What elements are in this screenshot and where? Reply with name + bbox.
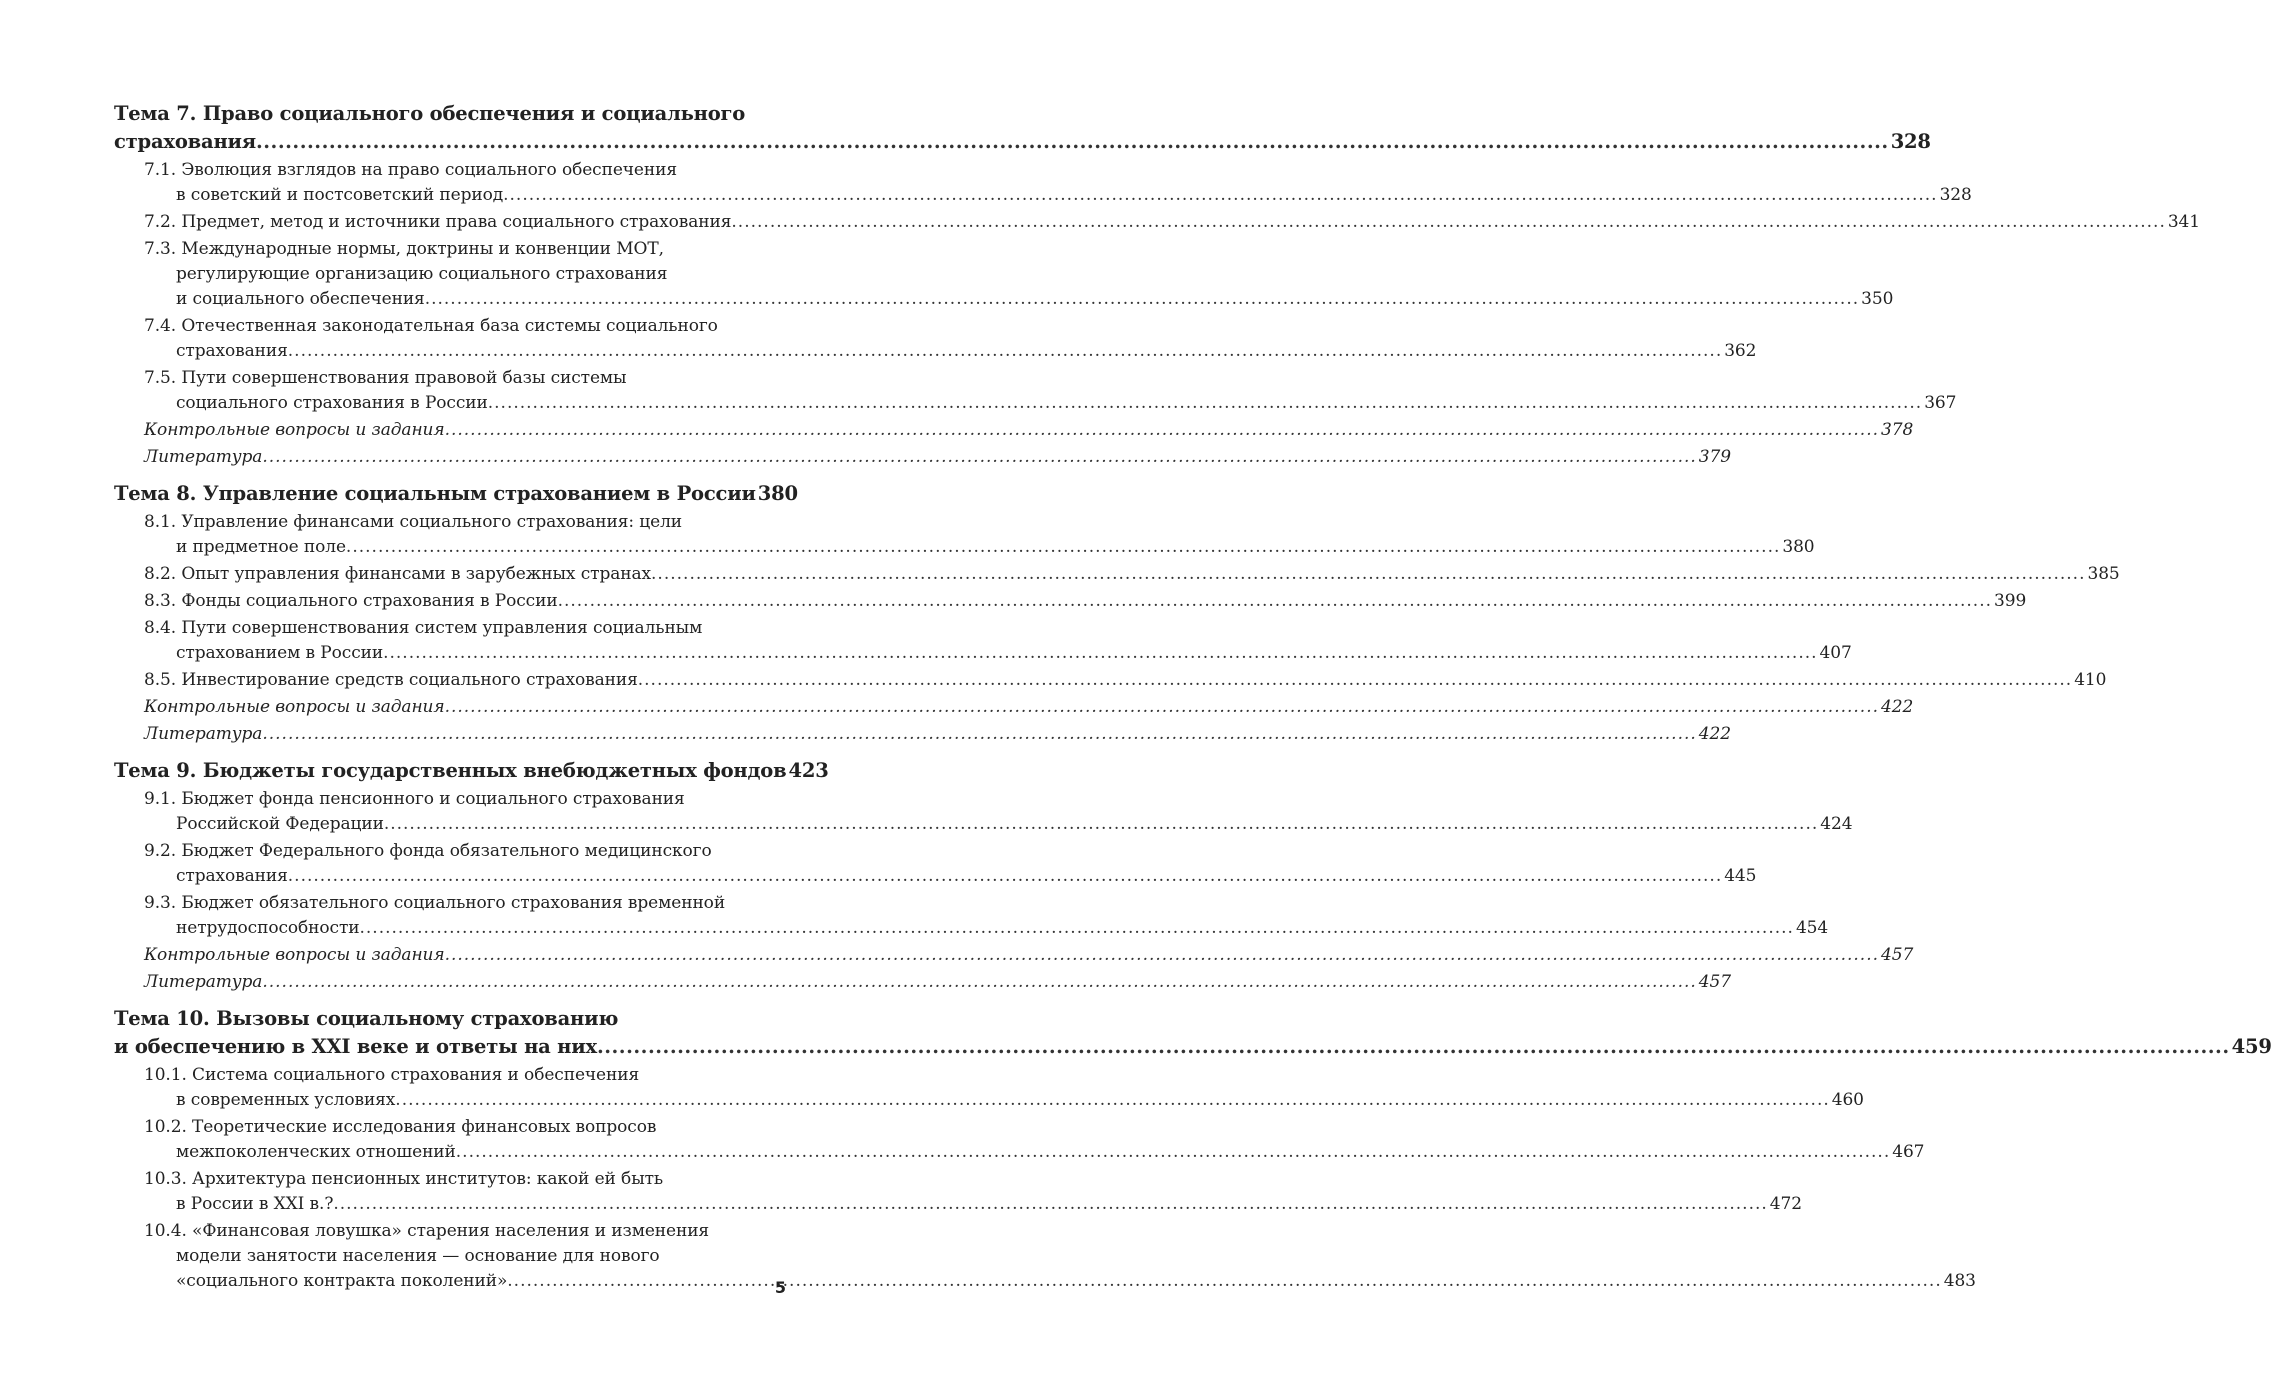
toc-entry-text: 7.1. Эволюция взглядов на право социального обеспечения [144, 160, 677, 180]
dot-leader [445, 695, 1879, 720]
toc-entry-line [114, 1115, 786, 1140]
page-number: 5 [774, 1278, 786, 1297]
toc-entry-text: в современных условиях [176, 1090, 396, 1110]
dot-leader [262, 970, 1696, 995]
toc-topic [114, 1005, 2272, 1294]
toc-entry-page-number: 410 [2074, 670, 2107, 690]
toc-entry-page-number: 379 [1698, 447, 1731, 467]
topic-heading-line [114, 100, 786, 128]
toc-entry-text: Российской Федерации [176, 814, 384, 834]
toc-entry[interactable] [114, 158, 1972, 208]
toc-section-extra[interactable] [114, 943, 1914, 968]
toc-entry-page-number: 385 [2087, 564, 2120, 584]
topic-heading-line [114, 128, 1931, 156]
toc-entry-page-number: 341 [2167, 212, 2200, 232]
toc-entry-page-number: 445 [1724, 866, 1757, 886]
toc-entry[interactable] [114, 1219, 1976, 1294]
toc-entry-text: страхования [176, 866, 288, 886]
toc-entry-text: 8.4. Пути совершенствования систем управления социальным [144, 618, 703, 638]
topic-heading-line [114, 1005, 786, 1033]
dot-leader [445, 418, 1879, 443]
toc-entry-text: межпоколенческих отношений [176, 1142, 456, 1162]
toc-entry[interactable] [114, 616, 1852, 666]
toc-entry-line [114, 787, 786, 812]
dot-leader [488, 391, 1922, 416]
toc-entry-text: 7.5. Пути совершенствования правовой базы системы [144, 368, 627, 388]
toc-entry-page-number: 350 [1861, 289, 1894, 309]
toc-entry-line [114, 812, 1853, 837]
dot-leader [507, 1269, 1941, 1294]
toc-entry-text: 8.3. Фонды социального страхования в России [144, 591, 558, 611]
toc-entry[interactable] [114, 839, 1757, 889]
dot-leader [558, 589, 1992, 614]
toc-entry-text: 7.4. Отечественная законодательная база системы социального [144, 316, 718, 336]
toc-entry[interactable] [114, 1063, 1864, 1113]
toc-entry-line [114, 210, 2200, 235]
dot-leader [288, 864, 1722, 889]
dot-leader [638, 668, 2072, 693]
toc-entry-line [114, 237, 786, 262]
topic-page-number: 380 [757, 482, 798, 505]
toc-section-extra[interactable] [114, 695, 1914, 720]
toc-entry-text: страхования [176, 341, 288, 361]
toc-entry-line [114, 183, 1972, 208]
topic-heading-line [114, 757, 829, 785]
dot-leader [262, 722, 1696, 747]
dot-leader [503, 183, 1937, 208]
dot-leader [288, 339, 1722, 364]
dot-leader [651, 562, 2085, 587]
toc-entry-page-number: 472 [1769, 1194, 1802, 1214]
toc-entry-page-number: 457 [1698, 972, 1731, 992]
topic-page-number: 423 [788, 759, 829, 782]
toc-entry[interactable] [114, 562, 2120, 587]
toc-entry-text: Литература [144, 447, 263, 467]
toc-entry-page-number: 457 [1881, 945, 1914, 965]
toc-entry-page-number: 424 [1820, 814, 1853, 834]
toc-entry-text: 10.2. Теоретические исследования финансовых вопросов [144, 1117, 657, 1137]
toc-entry-line [114, 445, 1731, 470]
toc-entry-text: 8.2. Опыт управления финансами в зарубежных странах [144, 564, 652, 584]
toc-entry-text: 10.1. Система социального страхования и обеспечения [144, 1065, 640, 1085]
topic-page-number: 328 [1890, 130, 1931, 153]
toc-entry[interactable] [114, 787, 1853, 837]
toc-entry-line [114, 366, 786, 391]
toc-entry-text: 9.2. Бюджет Федерального фонда обязательного медицинского [144, 841, 712, 861]
toc-entry-text: Литература [144, 972, 263, 992]
toc-entry[interactable] [114, 1167, 1802, 1217]
toc-entry-text: Контрольные вопросы и задания [144, 945, 445, 965]
topic-heading-text: страхования [114, 130, 256, 153]
topic-heading[interactable] [114, 100, 1931, 156]
toc-entry[interactable] [114, 314, 1757, 364]
topic-heading-text: Тема 10. Вызовы социальному страхованию [114, 1007, 619, 1030]
toc-section-extra[interactable] [114, 418, 1914, 443]
toc-entry-line [114, 722, 1731, 747]
toc-entry-line [114, 916, 1829, 941]
toc-entry-line [114, 839, 786, 864]
dot-leader [383, 641, 1817, 666]
toc-entry-page-number: 483 [1943, 1271, 1976, 1291]
toc-entry-line [114, 668, 2107, 693]
toc-entry-text: страхованием в России [176, 643, 384, 663]
toc-entry-text: 10.3. Архитектура пенсионных институтов: какой ей быть [144, 1169, 664, 1189]
dot-leader [425, 287, 1859, 312]
toc-entry-text: и предметное поле [176, 537, 346, 557]
toc-entry-text: 7.2. Предмет, метод и источники права социального страхования [144, 212, 732, 232]
toc-entry-line [114, 391, 1957, 416]
toc-entry-line [114, 339, 1757, 364]
toc-entry-line [114, 1244, 786, 1269]
topic-heading-text: Тема 9. Бюджеты государственных внебюджетных фондов [114, 759, 787, 782]
toc-entry-text: 8.1. Управление финансами социального страхования: цели [144, 512, 683, 532]
toc-topic [114, 480, 2120, 747]
dot-leader [597, 1033, 2230, 1061]
toc-entry-text: 7.3. Международные нормы, доктрины и конвенции МОТ, [144, 239, 664, 259]
toc-entry-line [114, 1219, 786, 1244]
toc-entry-page-number: 399 [1994, 591, 2027, 611]
toc-entry-page-number: 380 [1782, 537, 1815, 557]
toc-entry-line [114, 314, 786, 339]
topic-heading-text: и обеспечению в XXI веке и ответы на них [114, 1035, 597, 1058]
toc-entry-page-number: 367 [1924, 393, 1957, 413]
topic-heading[interactable] [114, 1005, 2272, 1061]
topic-heading-text: Тема 8. Управление социальным страхованием в России [114, 482, 756, 505]
toc-entry-line [114, 1269, 1976, 1294]
toc-entry-page-number: 362 [1724, 341, 1757, 361]
topic-heading[interactable] [114, 480, 798, 508]
toc-entry-page-number: 328 [1939, 185, 1972, 205]
toc-entry-text: в России в XXI в.? [176, 1194, 334, 1214]
topic-heading-line [114, 1033, 2272, 1061]
toc-section-extra[interactable] [114, 970, 1731, 995]
toc-entry-line [114, 287, 1894, 312]
toc-entry-line [114, 695, 1914, 720]
dot-leader [395, 1088, 1829, 1113]
toc-entry-line [114, 970, 1731, 995]
topic-heading-line [114, 480, 798, 508]
dot-leader [346, 535, 1780, 560]
toc-entry-page-number: 407 [1819, 643, 1852, 663]
toc-entry-line [114, 1063, 786, 1088]
toc-entry-line [114, 589, 2027, 614]
toc-entry-text: 9.3. Бюджет обязательного социального страхования временной [144, 893, 726, 913]
topic-heading[interactable] [114, 757, 829, 785]
toc-entry-line [114, 641, 1852, 666]
toc-entry-text: в советский и постсоветский период [176, 185, 504, 205]
toc-entry-text: Контрольные вопросы и задания [144, 420, 445, 440]
toc-entry-line [114, 262, 786, 287]
toc-entry-text: и социального обеспечения [176, 289, 425, 309]
dot-leader [731, 210, 2165, 235]
toc-entry[interactable] [114, 510, 1815, 560]
dot-leader [456, 1140, 1890, 1165]
toc-entry-line [114, 1140, 1925, 1165]
dot-leader [333, 1192, 1767, 1217]
toc-entry-line [114, 891, 786, 916]
toc-entry-page-number: 454 [1795, 918, 1829, 938]
toc-entry-text: регулирующие организацию социального страхования [176, 264, 668, 284]
toc-entry-text: Контрольные вопросы и задания [144, 697, 445, 717]
table-of-contents [114, 100, 2272, 1294]
topic-page-number: 459 [2231, 1035, 2272, 1058]
dot-leader [262, 445, 1696, 470]
toc-entry-page-number: 422 [1698, 724, 1731, 744]
toc-entry[interactable] [114, 1115, 1925, 1165]
toc-entry-line [114, 535, 1815, 560]
toc-entry-line [114, 1192, 1802, 1217]
toc-entry-line [114, 562, 2120, 587]
dot-leader [256, 128, 1889, 156]
toc-entry-line [114, 864, 1757, 889]
toc-entry-text: нетрудоспособности [176, 918, 360, 938]
dot-leader [445, 943, 1879, 968]
toc-entry[interactable] [114, 589, 2027, 614]
toc-topic [114, 757, 1914, 995]
toc-entry-line [114, 943, 1914, 968]
toc-entry-line [114, 510, 786, 535]
toc-entry-text: Литература [144, 724, 263, 744]
toc-entry-page-number: 378 [1881, 420, 1914, 440]
toc-entry-page-number: 422 [1881, 697, 1914, 717]
toc-entry-page-number: 460 [1831, 1090, 1864, 1110]
toc-entry-page-number: 467 [1892, 1142, 1925, 1162]
topic-heading-text: Тема 7. Право социального обеспечения и социального [114, 102, 746, 125]
toc-entry-line [114, 1167, 786, 1192]
toc-entry-text: 10.4. «Финансовая ловушка» старения населения и изменения [144, 1221, 710, 1241]
toc-entry-text: социального страхования в России [176, 393, 488, 413]
toc-section-extra[interactable] [114, 722, 1731, 747]
toc-entry-line [114, 616, 786, 641]
toc-section-extra[interactable] [114, 445, 1731, 470]
toc-entry[interactable] [114, 210, 2200, 235]
toc-entry-text: 8.5. Инвестирование средств социального страхования [144, 670, 638, 690]
toc-entry-text: модели занятости населения — основание для нового [176, 1246, 660, 1266]
toc-entry-text: 9.1. Бюджет фонда пенсионного и социального страхования [144, 789, 685, 809]
toc-topic [114, 100, 2200, 470]
toc-entry[interactable] [114, 668, 2107, 693]
dot-leader [359, 916, 1793, 941]
toc-entry[interactable] [114, 237, 1894, 312]
toc-entry[interactable] [114, 366, 1957, 416]
dot-leader [384, 812, 1818, 837]
toc-entry-line [114, 1088, 1864, 1113]
toc-entry[interactable] [114, 891, 1829, 941]
toc-entry-text: «социального контракта поколений» [176, 1271, 508, 1291]
toc-entry-line [114, 418, 1914, 443]
toc-entry-line [114, 158, 786, 183]
